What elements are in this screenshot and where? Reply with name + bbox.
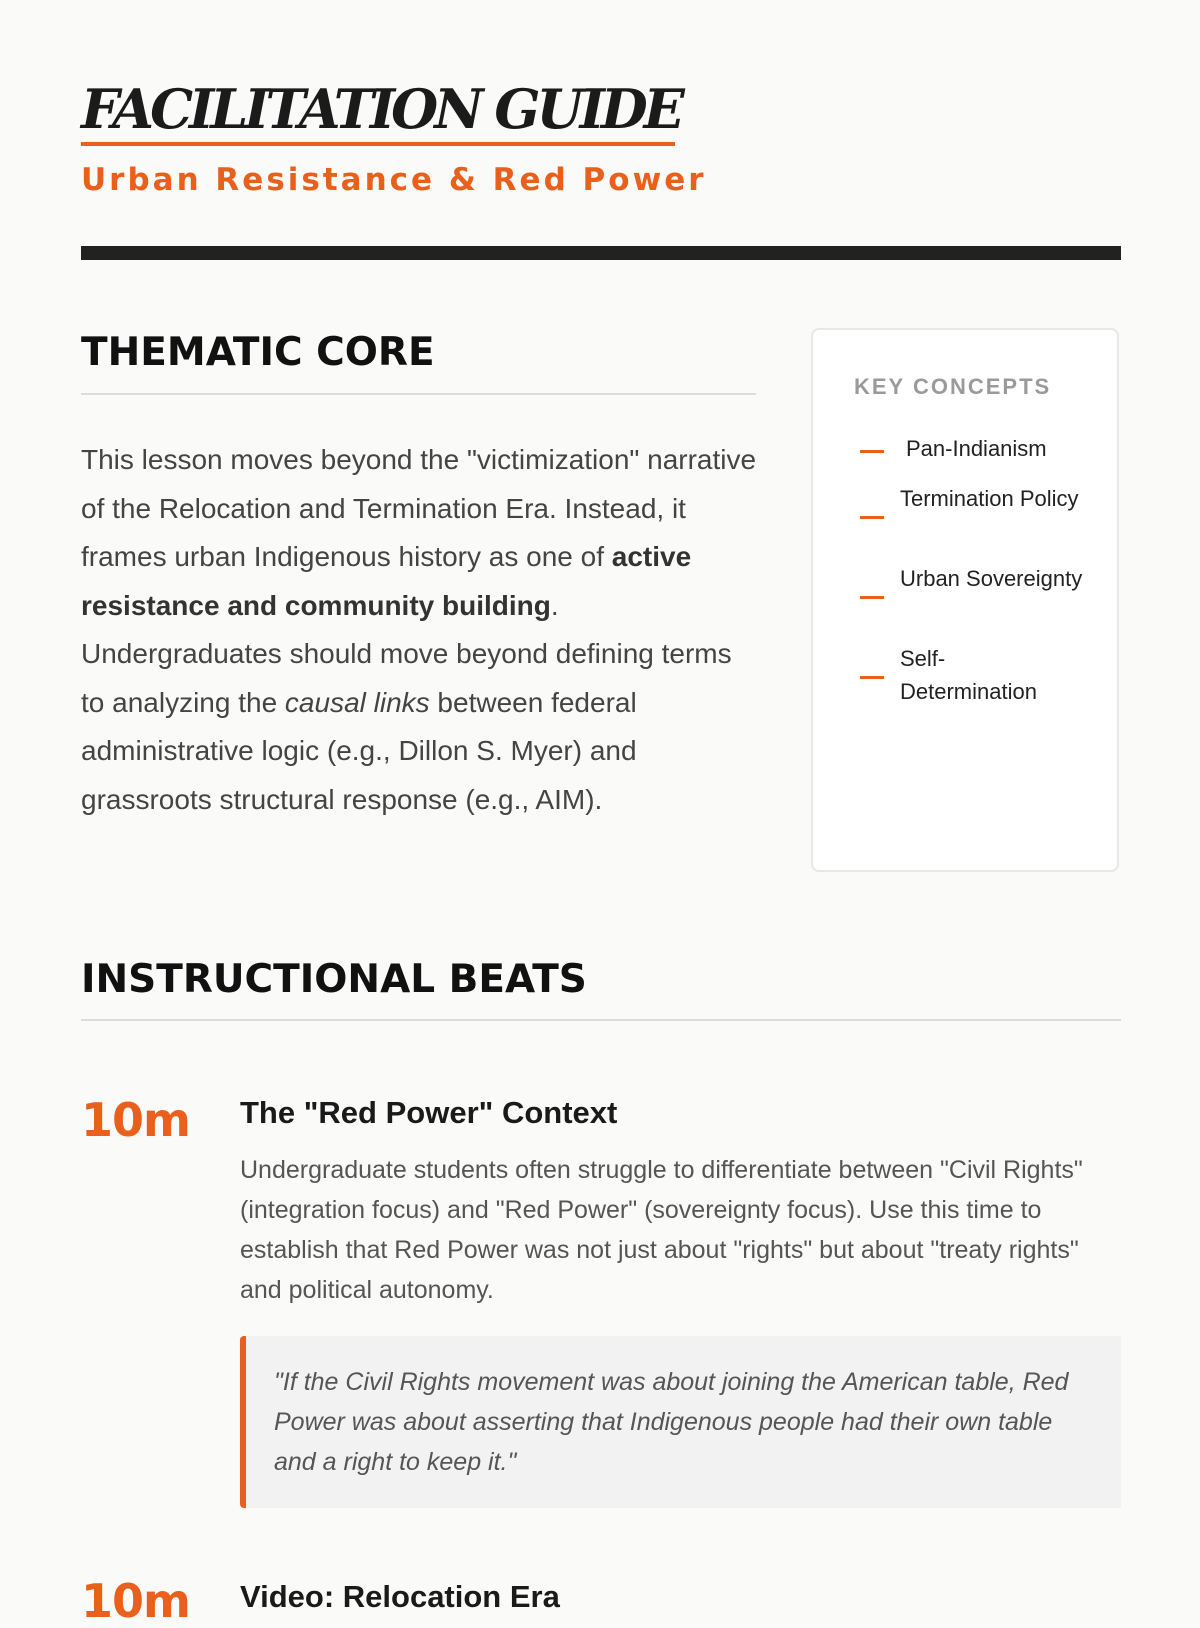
key-concept-label: Termination Policy bbox=[900, 486, 1079, 511]
thematic-core-body bbox=[81, 436, 761, 824]
beat-quote: "If the Civil Rights movement was about joining the American table, Red Power was about asserting that Indigenous people had their own table and a right to keep it." bbox=[240, 1336, 1121, 1508]
key-concept-label: Self-Determination bbox=[900, 646, 1037, 704]
thematic-core-italic: causal links bbox=[284, 686, 430, 718]
instructional-beats-divider bbox=[81, 1019, 1121, 1021]
beat-duration: 10m bbox=[81, 1574, 190, 1628]
title-underline bbox=[81, 142, 675, 146]
page-title: FACILITATION GUIDE bbox=[81, 77, 681, 141]
dash-icon bbox=[860, 516, 884, 519]
beat-title: Video: Relocation Era bbox=[240, 1579, 560, 1614]
thematic-core-emphasis: active resistance and community building bbox=[81, 541, 692, 621]
thematic-core-text-2: . Undergraduates should move beyond defining terms to analyzing the bbox=[81, 589, 732, 718]
thematic-core-text-3: between federal administrative logic (e.g., Dillon S. Myer) and grassroots structural response (e.g., AIM). bbox=[81, 686, 637, 815]
dash-icon bbox=[860, 450, 884, 453]
beat-description: Undergraduate students often struggle to differentiate between "Civil Rights" (integration focus) and "Red Power" (sovereignty focus). Use this time to establish that Red Power was not just about "rights" but about "treaty rights" and political autonomy. bbox=[240, 1156, 1083, 1304]
header-divider bbox=[81, 246, 1121, 260]
thematic-core-divider bbox=[81, 393, 756, 395]
key-concepts-card bbox=[811, 328, 1119, 872]
key-concept-label: Urban Sovereignty bbox=[900, 566, 1083, 591]
facilitation-guide-page bbox=[81, 0, 1121, 1628]
instructional-beats-heading: INSTRUCTIONAL BEATS bbox=[81, 957, 587, 1002]
thematic-core-heading: THEMATIC CORE bbox=[81, 330, 435, 375]
dash-icon bbox=[860, 676, 884, 679]
thematic-core-text-1: This lesson moves beyond the "victimization" narrative of the Relocation and Termination Era. Instead, it frames urban Indigenous history as one of bbox=[81, 444, 757, 572]
key-concepts-title: KEY CONCEPTS bbox=[854, 374, 1052, 399]
page-subtitle: Urban Resistance & Red Power bbox=[81, 162, 707, 198]
key-concept-label: Pan-Indianism bbox=[906, 436, 1047, 461]
beat-title: The "Red Power" Context bbox=[240, 1095, 618, 1130]
dash-icon bbox=[860, 596, 884, 599]
beat-duration: 10m bbox=[81, 1093, 190, 1147]
